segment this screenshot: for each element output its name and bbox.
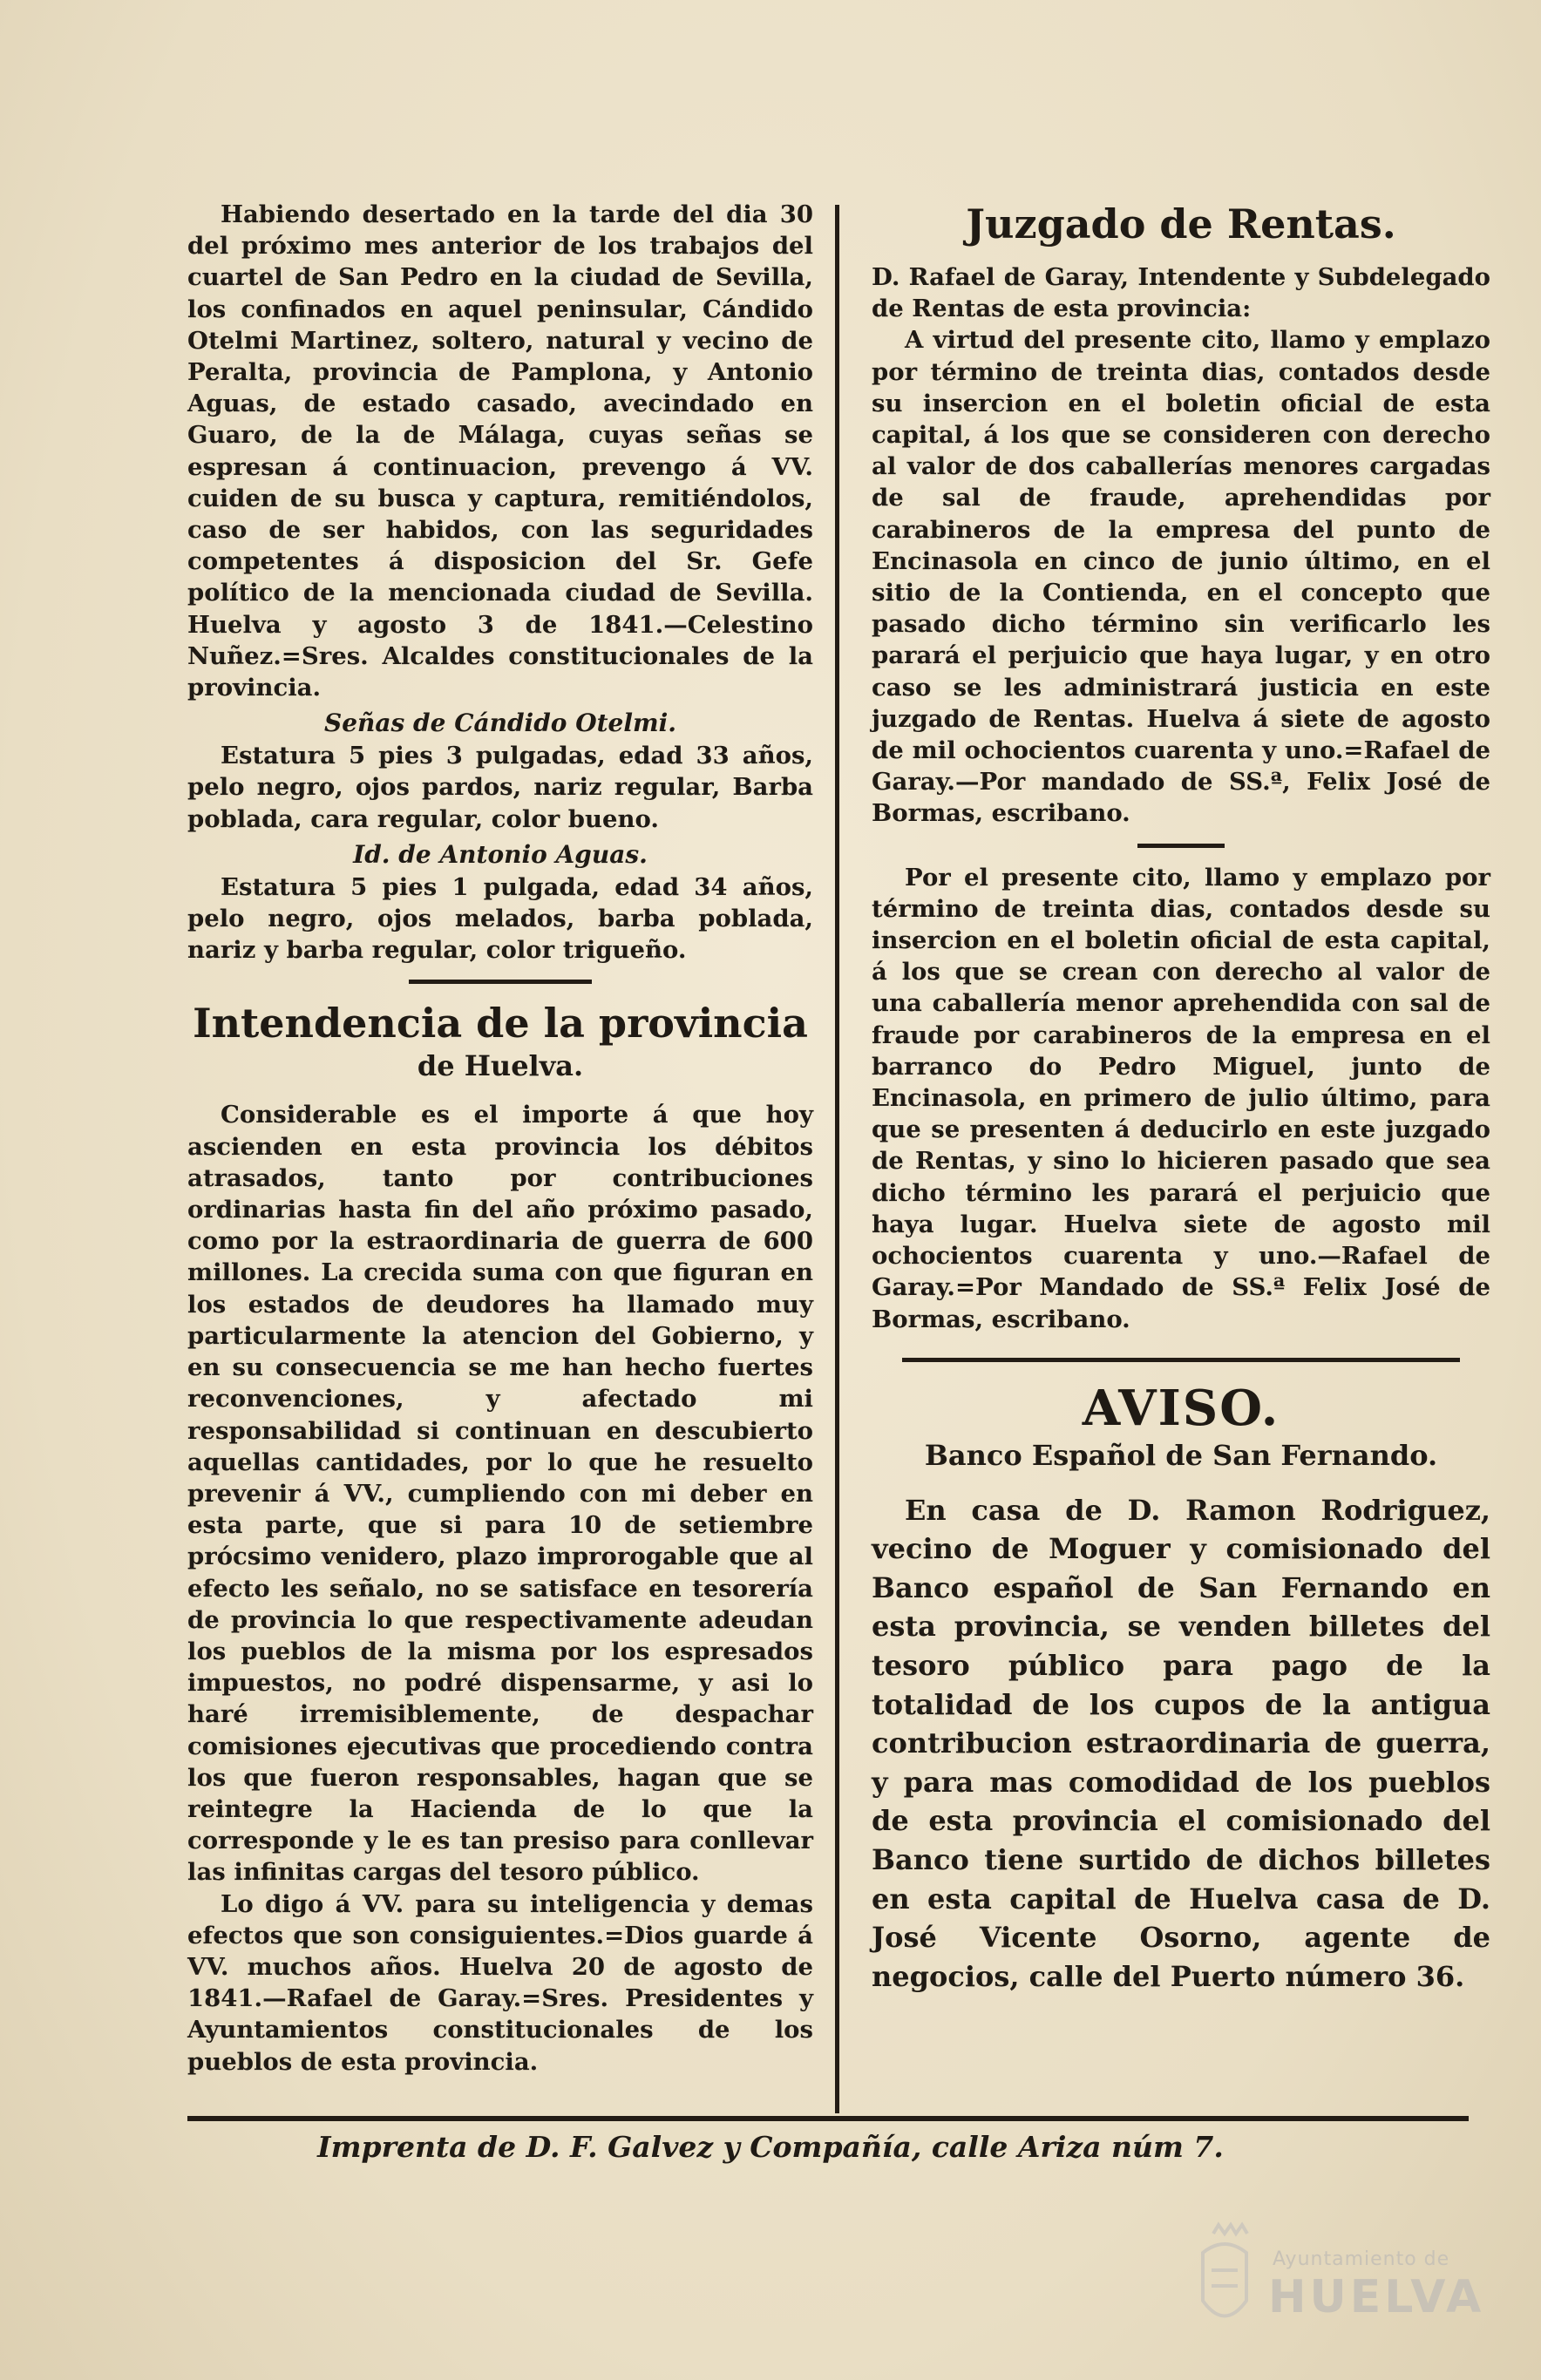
intendencia-paragraph-2: Lo digo á VV. para su inteligencia y demas efectos que son consiguientes.=Dios guarde á VV. muchos años. Huelva 20 de agosto de 1841.—Rafael de Garay.=Sres. Presidentes y Ayuntamientos constitucionales de los pueblos de esta provincia.	[187, 1889, 813, 2076]
watermark-caption: Ayuntamiento de	[1273, 2248, 1450, 2270]
intendencia-heading: Intendencia de la provincia	[193, 1000, 808, 1048]
aviso-paragraph: En casa de D. Ramon Rodriguez, vecino de Moguer y comisionado del Banco español de San Fernando en esta provincia, se venden billetes del tesoro público para pago de la totalidad de los cupos de la antigua contribucion estraordinaria de guerra, y para mas comodidad de los pueblos de esta provincia el comisionado del Banco tiene surtido de dichos billetes en esta capital de Huelva casa de D. José Vicente Osorno, agente de negocios, calle del Puerto número 36.	[872, 1493, 1490, 1993]
bottom-rule	[187, 2116, 1469, 2121]
senas-aguas: Estatura 5 pies 1 pulgada, edad 34 años, pelo negro, ojos melados, barba poblada, nariz y barba regular, color trigueño.	[187, 872, 813, 965]
section-divider	[409, 980, 592, 984]
aviso-heading: AVISO.	[1082, 1379, 1280, 1437]
imprint-line: Imprenta de D. F. Galvez y Compañía, calle Ariza núm 7.	[317, 2130, 1224, 2164]
senas-label-otelmi: Señas de Cándido Otelmi.	[324, 709, 676, 738]
juzgado-paragraph-1: A virtud del presente cito, llamo y emplazo por término de treinta dias, contados desde su insercion en el boletin oficial de esta capital, á los que se consideren con derecho al valor de dos caballerías menores cargadas de sal de fraude, aprehendidas por carabineros de la empresa del punto de Encinasola en cinco de junio último, en el sitio de la Contienda, en el concepto que pasado dicho término sin verificarlo les parará el perjuicio que haya lugar, y en otro caso se les administrará justicia en este juzgado de Rentas. Huelva á siete de agosto de mil ochocientos cuarenta y uno.=Rafael de Garay.—Por mandado de SS.ª, Felix José de Bormas, escribano.	[872, 326, 1490, 828]
column-rule	[835, 205, 839, 2113]
aviso-subheading: Banco Español de San Fernando.	[924, 1438, 1438, 1472]
right-column	[872, 199, 1490, 1996]
intendencia-paragraph-1: Considerable es el importe á que hoy ascienden en esta provincia los débitos atrasados, tanto por contribuciones ordinarias hasta fin del año próximo pasado, como por la estraordinaria de guerra de 600 millones. La crecida suma con que figuran en los estados de deudores ha llamado muy particularmente la atencion del Gobierno, y en su consecuencia se me han hecho fuertes reconvenciones, y afectado mi responsabilidad si continuan en descubierto aquellas cantidades, por lo que he resuelto prevenir á VV., cumpliendo con mi deber en esta parte, que si para 10 de setiembre prócsimo venidero, plazo improrogable que al efecto les señalo, no se satisface en tesorería de provincia lo que respectivamente adeudan los pueblos de la misma por los espresados impuestos, no podré dispensarme, y asi lo haré irremisiblemente, de despachar comisiones ejecutivas que procediendo contra los que fueron responsables, hagan que se reintegre la Hacienda de lo que la corresponde y le es tan presiso para conllevar las infinitas cargas del tesoro público.	[187, 1101, 813, 1887]
intendencia-subheading: de Huelva.	[417, 1049, 584, 1083]
section-divider	[902, 1358, 1460, 1362]
left-column	[187, 199, 813, 2078]
senas-otelmi: Estatura 5 pies 3 pulgadas, edad 33 años, pelo negro, ojos pardos, nariz regular, Barba poblada, cara regular, color bueno.	[187, 742, 813, 833]
juzgado-paragraph-2: Por el presente cito, llamo y emplazo por término de treinta dias, contados desde su insercion en el boletin oficial de esta capital, á los que se crean con derecho al valor de una caballería menor aprehendida con sal de fraude por carabineros de la empresa en el barranco do Pedro Miguel, junto de Encinasola, en primero de julio último, para que se presenten á deducirlo en este juzgado de Rentas, y sino lo hicieren pasado que sea dicho término les parará el perjuicio que haya lugar. Huelva siete de agosto mil ochocientos cuarenta y uno.—Rafael de Garay.=Por Mandado de SS.ª Felix José de Bormas, escribano.	[872, 863, 1490, 1333]
desertion-notice: Habiendo desertado en la tarde del dia 30 del próximo mes anterior de los trabajos del cuartel de San Pedro en la ciudad de Sevilla, los confinados en aquel peninsular, Cándido Otelmi Martinez, soltero, natural y vecino de Peralta, provincia de Pamplona, y Antonio Aguas, de estado casado, avecindado en Guaro, de la de Málaga, cuyas señas se espresan á continuacion, prevengo á VV. cuiden de su busca y captura, remitiéndolos, caso de ser habidos, con las seguridades competentes á disposicion del Sr. Gefe político de la mencionada ciudad de Sevilla. Huelva y agosto 3 de 1841.—Celestino Nuñez.=Sres. Alcaldes constitucionales de la provincia.	[187, 200, 813, 702]
senas-label-aguas: Id. de Antonio Aguas.	[353, 839, 648, 869]
section-divider	[1137, 844, 1225, 848]
juzgado-intro: D. Rafael de Garay, Intendente y Subdelegado de Rentas de esta provincia:	[872, 263, 1490, 323]
juzgado-heading: Juzgado de Rentas.	[966, 200, 1396, 247]
watermark-name: HUELVA	[1268, 2271, 1485, 2323]
